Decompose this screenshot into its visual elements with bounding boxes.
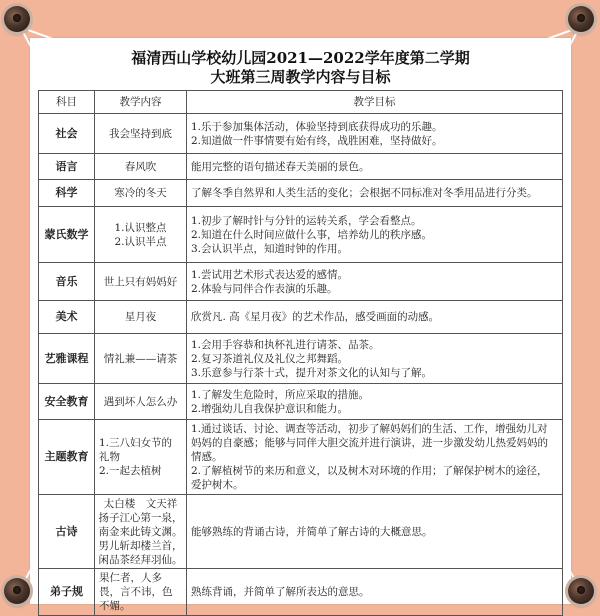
subject-cell: 社会: [39, 114, 95, 154]
goal-cell: 能够熟练的背诵古诗，并简单了解古诗的大概意思。: [187, 495, 563, 569]
goal-cell: 1.会用手容恭和执杯礼进行请茶、品茶。 2.复习茶道礼仪及礼仪之邦舞蹈。 3.乐意参与行茶十式，提升对茶文化的认知与了解。: [187, 334, 563, 384]
subject-cell: 蒙氏数学: [39, 207, 95, 263]
table-row: [39, 207, 563, 263]
poem-cell: 太白楼 文天祥 扬子江心第一泉， 南金来此铸文渊。 男儿斩却楼兰首， 闲品茶经拜羽仙。: [95, 495, 187, 569]
content-cell: 情礼兼——请茶: [95, 334, 187, 384]
document-title-line1: 福清西山学校幼儿园2021—2022学年度第二学期: [131, 49, 470, 67]
goal-cell: 1.乐于参加集体活动，体验坚持到底获得成功的乐趣。 2.知道做一件事情要有始有终，战胜困难，坚持做好。: [187, 114, 563, 154]
document-paper: [30, 38, 571, 612]
subject-cell: 弟子规: [39, 569, 95, 616]
header-subject: 科目: [39, 91, 95, 114]
subject-cell: 音乐: [39, 263, 95, 301]
content-cell: 星月夜: [95, 301, 187, 334]
goal-cell: 1.了解发生危险时，所应采取的措施。 2.增强幼儿自我保护意识和能力。: [187, 384, 563, 420]
subject-cell: 艺雅课程: [39, 334, 95, 384]
content-cell: 寒冷的冬天: [95, 180, 187, 207]
table-row: [39, 384, 563, 420]
content-cell: 1.三八妇女节的礼物 2.一起去植树: [95, 420, 187, 495]
pushpin-icon: [4, 578, 30, 604]
table-row: [39, 154, 563, 180]
content-cell: 1.认识整点 2.认识半点: [95, 207, 187, 263]
goal-cell: 熟练背诵，并简单了解所表达的意思。: [187, 569, 563, 616]
pushpin-icon: [568, 6, 594, 32]
table-row: [39, 420, 563, 495]
table-row: [39, 495, 563, 569]
header-goal: 教学目标: [187, 91, 563, 114]
table-row: [39, 263, 563, 301]
subject-cell: 主题教育: [39, 420, 95, 495]
goal-cell: 1.初步了解时针与分针的运转关系，学会看整点。 2.知道在什么时间应做什么事，培养幼儿的秩序感。 3.会认识半点，知道时钟的作用。: [187, 207, 563, 263]
pushpin-icon: [4, 6, 30, 32]
goal-cell: 能用完整的语句描述春天美丽的景色。: [187, 154, 563, 180]
goal-cell: 了解冬季自然界和人类生活的变化；会根据不同标准对冬季用品进行分类。: [187, 180, 563, 207]
table-row: [39, 569, 563, 616]
goal-cell: 1.通过谈话、讨论、调查等活动，初步了解妈妈们的生活、工作，增强幼儿对妈妈的自豪感；能够与同伴大胆交流并进行演讲，进一步激发幼儿热爱妈妈的情感。 2.了解植树节的来历和意义，以及树木对环境的作用；了解保护树木的途径，爱护树木。: [187, 420, 563, 495]
content-cell: 遇到坏人怎么办: [95, 384, 187, 420]
document-title-line2: 大班第三周教学内容与目标: [210, 68, 391, 86]
table-row: [39, 180, 563, 207]
table-row: [39, 334, 563, 384]
pushpin-icon: [568, 578, 594, 604]
content-cell: 世上只有妈妈好: [95, 263, 187, 301]
table-header-row: [39, 91, 563, 114]
table-row: [39, 301, 563, 334]
goal-cell: 欣赏凡. 高《星月夜》的艺术作品，感受画面的动感。: [187, 301, 563, 334]
subject-cell: 语言: [39, 154, 95, 180]
subject-cell: 安全教育: [39, 384, 95, 420]
table-row: [39, 114, 563, 154]
header-content: 教学内容: [95, 91, 187, 114]
subject-cell: 古诗: [39, 495, 95, 569]
content-cell: 春风吹: [95, 154, 187, 180]
teaching-plan-table: [38, 90, 563, 616]
subject-cell: 美术: [39, 301, 95, 334]
subject-cell: 科学: [39, 180, 95, 207]
goal-cell: 1.尝试用艺术形式表达爱的感情。 2.体验与同伴合作表演的乐趣。: [187, 263, 563, 301]
content-cell: 果仁者，人多畏，言不讳，色不媚。: [95, 569, 187, 616]
content-cell: 我会坚持到底: [95, 114, 187, 154]
